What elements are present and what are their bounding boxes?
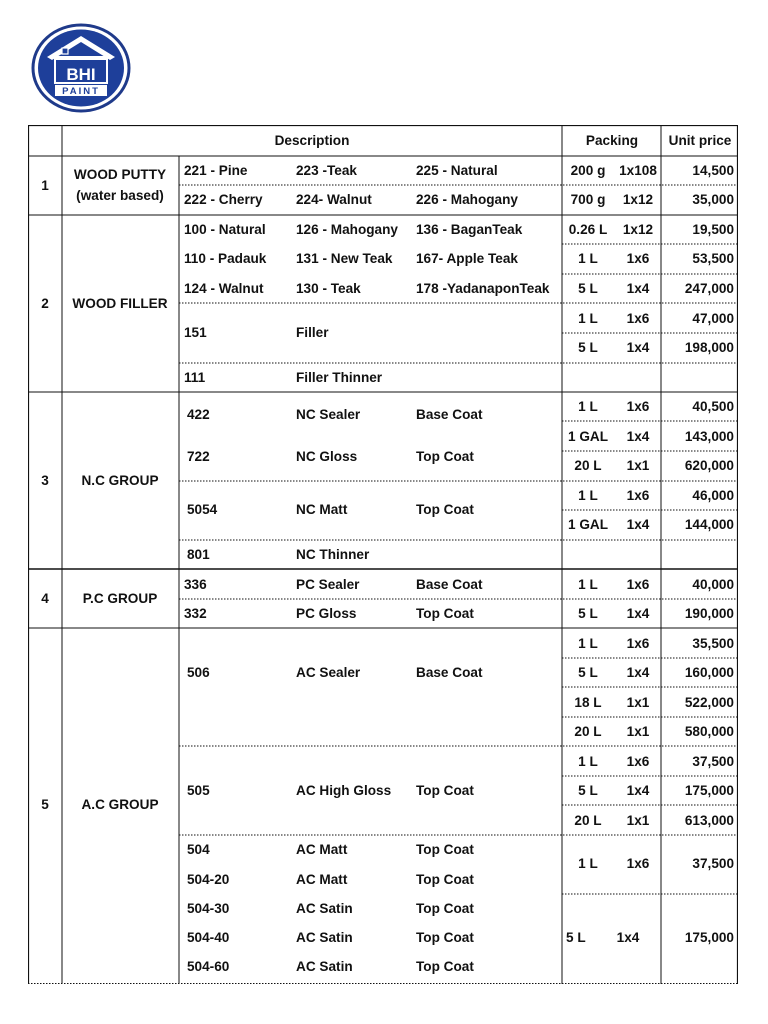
unit-price: 40,500 <box>692 399 734 414</box>
product-code: 332 <box>184 606 207 621</box>
packing-quantity: 1x6 <box>626 399 650 414</box>
packing-quantity: 1x108 <box>619 163 657 178</box>
product-name: AC Satin <box>296 959 353 974</box>
packing-size: 0.26 L <box>568 222 608 237</box>
coat-type: Base Coat <box>416 577 483 592</box>
product-code: 504-60 <box>187 959 230 974</box>
product-name: PC Sealer <box>296 577 360 592</box>
description-item: 136 - BaganTeak <box>416 222 523 237</box>
description-item: 222 - Cherry <box>184 192 263 207</box>
bhi-paint-logo <box>31 23 131 113</box>
packing-size: 20 L <box>574 724 602 739</box>
group-number: 5 <box>41 797 49 812</box>
packing-quantity: 1x12 <box>622 222 654 237</box>
packing-size: 1 GAL <box>567 429 609 444</box>
header-description: Description <box>274 133 350 148</box>
packing-size: 1 L <box>578 636 598 651</box>
header-unit-price: Unit price <box>668 133 732 148</box>
packing-quantity: 1x1 <box>626 458 650 473</box>
logo-text-paint: PAINT <box>62 86 100 97</box>
logo-emblem <box>31 23 131 113</box>
group-number: 2 <box>41 296 49 311</box>
product-name: AC Satin <box>296 901 353 916</box>
packing-quantity: 1x4 <box>626 281 650 296</box>
packing-quantity: 1x4 <box>616 930 640 945</box>
product-name: AC High Gloss <box>296 783 392 798</box>
packing-quantity: 1x6 <box>626 754 650 769</box>
unit-price: 198,000 <box>684 340 734 355</box>
description-item: 126 - Mahogany <box>296 222 398 237</box>
product-name: Filler Thinner <box>296 370 383 385</box>
product-code: 722 <box>187 449 210 464</box>
product-name: NC Thinner <box>296 547 370 562</box>
product-name: AC Satin <box>296 930 353 945</box>
packing-size: 1 L <box>578 399 598 414</box>
product-code: 151 <box>184 325 207 340</box>
unit-price: 14,500 <box>692 163 734 178</box>
price-table <box>28 125 738 984</box>
packing-size: 5 L <box>578 665 598 680</box>
packing-quantity: 1x6 <box>626 636 650 651</box>
description-item: 221 - Pine <box>184 163 248 178</box>
product-name: NC Matt <box>296 502 348 517</box>
group-number: 3 <box>41 473 49 488</box>
product-code: 504-40 <box>187 930 230 945</box>
description-item: 225 - Natural <box>416 163 498 178</box>
product-code: 801 <box>187 547 210 562</box>
description-item: 223 -Teak <box>296 163 357 178</box>
coat-type: Base Coat <box>416 665 483 680</box>
unit-price: 580,000 <box>684 724 734 739</box>
product-code: 504-30 <box>187 901 230 916</box>
logo-text-bhi: BHI <box>66 65 96 84</box>
packing-size: 5 L <box>578 281 598 296</box>
packing-quantity: 1x4 <box>626 340 650 355</box>
group-name: WOOD PUTTY <box>73 167 167 182</box>
packing-quantity: 1x6 <box>626 311 650 326</box>
unit-price: 37,500 <box>692 856 734 871</box>
unit-price: 46,000 <box>692 488 734 503</box>
packing-size: 1 L <box>578 577 598 592</box>
packing-size: 1 L <box>578 488 598 503</box>
packing-quantity: 1x6 <box>626 577 650 592</box>
packing-quantity: 1x6 <box>626 251 650 266</box>
description-item: 131 - New Teak <box>296 251 393 266</box>
packing-quantity: 1x4 <box>626 606 650 621</box>
description-item: 178 -YadanaponTeak <box>416 281 550 296</box>
packing-size: 200 g <box>570 163 606 178</box>
unit-price: 40,000 <box>692 577 734 592</box>
packing-size: 20 L <box>574 813 602 828</box>
product-code: 504-20 <box>187 872 230 887</box>
product-code: 505 <box>187 783 210 798</box>
group-number: 4 <box>41 591 49 606</box>
product-code: 5054 <box>187 502 218 517</box>
packing-size: 5 L <box>578 606 598 621</box>
coat-type: Base Coat <box>416 407 483 422</box>
packing-quantity: 1x1 <box>626 813 650 828</box>
product-code: 504 <box>187 842 210 857</box>
group-number: 1 <box>41 178 49 193</box>
group-name-note: (water based) <box>76 188 164 203</box>
unit-price: 175,000 <box>684 930 734 945</box>
product-name: NC Gloss <box>296 449 358 464</box>
unit-price: 144,000 <box>684 517 734 532</box>
unit-price: 522,000 <box>684 695 734 710</box>
packing-quantity: 1x4 <box>626 665 650 680</box>
description-item: 110 - Padauk <box>184 251 267 266</box>
coat-type: Top Coat <box>416 449 474 464</box>
product-name: AC Sealer <box>296 665 361 680</box>
coat-type: Top Coat <box>416 930 474 945</box>
header-packing: Packing <box>585 133 639 148</box>
unit-price: 35,500 <box>692 636 734 651</box>
unit-price: 190,000 <box>684 606 734 621</box>
group-name: N.C GROUP <box>81 473 159 488</box>
unit-price: 175,000 <box>684 783 734 798</box>
packing-size: 700 g <box>570 192 606 207</box>
product-code: 111 <box>184 370 206 385</box>
unit-price: 47,000 <box>692 311 734 326</box>
packing-quantity: 1x4 <box>626 429 650 444</box>
packing-quantity: 1x1 <box>626 695 650 710</box>
group-name: P.C GROUP <box>82 591 158 606</box>
product-code: 336 <box>184 577 207 592</box>
description-item: 124 - Walnut <box>184 281 264 296</box>
product-code: 422 <box>187 407 210 422</box>
packing-size: 5 L <box>578 340 598 355</box>
coat-type: Top Coat <box>416 606 474 621</box>
packing-size: 18 L <box>574 695 602 710</box>
coat-type: Top Coat <box>416 842 474 857</box>
unit-price: 143,000 <box>684 429 734 444</box>
packing-quantity: 1x6 <box>626 856 650 871</box>
description-item: 167- Apple Teak <box>416 251 518 266</box>
packing-size: 5 L <box>578 783 598 798</box>
unit-price: 35,000 <box>692 192 734 207</box>
packing-size: 1 GAL <box>567 517 609 532</box>
coat-type: Top Coat <box>416 901 474 916</box>
product-code: 506 <box>187 665 210 680</box>
packing-quantity: 1x4 <box>626 783 650 798</box>
coat-type: Top Coat <box>416 502 474 517</box>
unit-price: 37,500 <box>692 754 734 769</box>
unit-price: 160,000 <box>684 665 734 680</box>
description-item: 130 - Teak <box>296 281 361 296</box>
unit-price: 247,000 <box>684 281 734 296</box>
packing-quantity: 1x12 <box>622 192 654 207</box>
packing-size: 1 L <box>578 311 598 326</box>
description-item: 100 - Natural <box>184 222 266 237</box>
coat-type: Top Coat <box>416 872 474 887</box>
packing-size: 1 L <box>578 754 598 769</box>
packing-quantity: 1x6 <box>626 488 650 503</box>
unit-price: 613,000 <box>684 813 734 828</box>
coat-type: Top Coat <box>416 959 474 974</box>
description-item: 224- Walnut <box>296 192 372 207</box>
packing-size: 1 L <box>578 251 598 266</box>
packing-size: 5 L <box>566 930 586 945</box>
packing-quantity: 1x4 <box>626 517 650 532</box>
product-name: NC Sealer <box>296 407 361 422</box>
group-name: WOOD FILLER <box>72 296 168 311</box>
unit-price: 620,000 <box>684 458 734 473</box>
packing-size: 20 L <box>574 458 602 473</box>
group-name: A.C GROUP <box>81 797 159 812</box>
product-name: AC Matt <box>296 842 348 857</box>
product-name: AC Matt <box>296 872 348 887</box>
coat-type: Top Coat <box>416 783 474 798</box>
product-name: PC Gloss <box>296 606 357 621</box>
unit-price: 53,500 <box>692 251 734 266</box>
product-name: Filler <box>296 325 329 340</box>
packing-size: 1 L <box>578 856 598 871</box>
unit-price: 19,500 <box>692 222 734 237</box>
description-item: 226 - Mahogany <box>416 192 518 207</box>
packing-quantity: 1x1 <box>626 724 650 739</box>
